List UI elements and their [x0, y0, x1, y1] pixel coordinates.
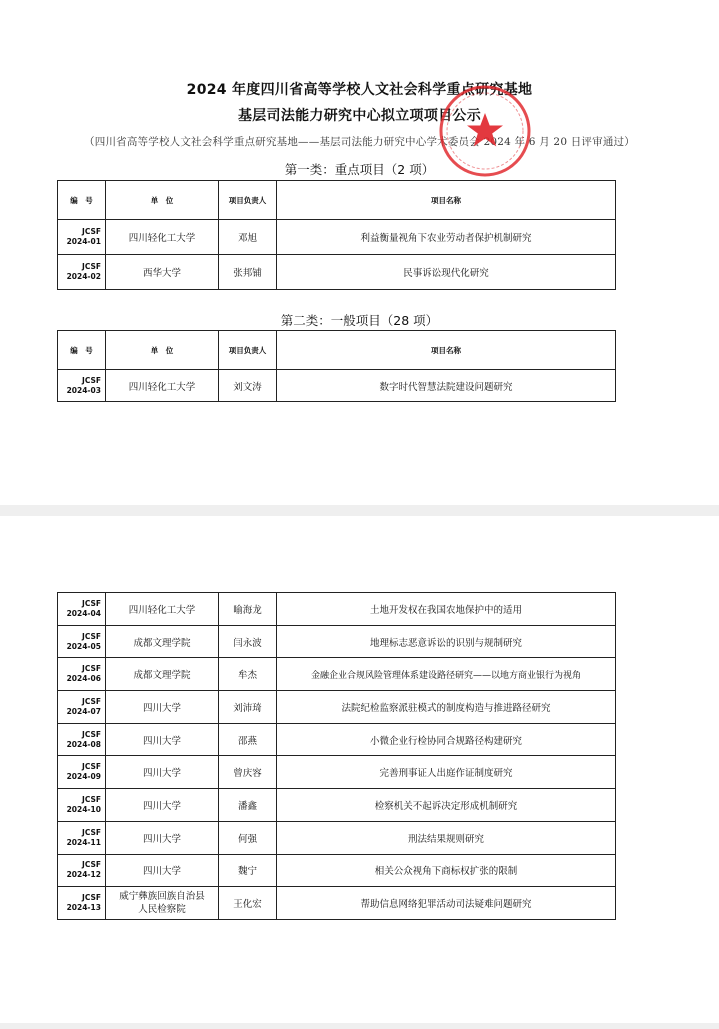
project-name: 金融企业合规风险管理体系建设路径研究——以地方商业银行为视角 [277, 658, 616, 691]
project-unit: 四川大学 [106, 723, 219, 756]
col-header-name: 项目名称 [277, 331, 616, 370]
project-code: JCSF 2024-02 [58, 255, 106, 290]
document-title-line1: 2024 年度四川省高等学校人文社会科学重点研究基地 [186, 82, 533, 98]
project-unit: 四川大学 [106, 756, 219, 789]
col-header-code: 编 号 [58, 181, 106, 220]
project-code: JCSF 2024-01 [58, 220, 106, 255]
project-leader: 王化宏 [219, 887, 277, 920]
project-name: 数字时代智慧法院建设问题研究 [277, 370, 616, 402]
project-leader: 何强 [219, 821, 277, 854]
project-name: 完善刑事证人出庭作证制度研究 [277, 756, 616, 789]
project-unit: 西华大学 [106, 255, 219, 290]
category-1-heading: 第一类：重点项目（2 项） [284, 162, 435, 177]
table-row [58, 691, 616, 724]
project-leader: 魏宁 [219, 854, 277, 887]
project-code: JCSF 2024-03 [58, 370, 106, 402]
project-code: JCSF 2024-07 [58, 691, 106, 724]
table-row [58, 789, 616, 822]
project-unit: 四川大学 [106, 821, 219, 854]
table-row [58, 658, 616, 691]
document-title-line2: 基层司法能力研究中心拟立项项目公示 [237, 108, 482, 124]
project-leader: 闫永波 [219, 625, 277, 658]
project-leader: 牟杰 [219, 658, 277, 691]
table-row [58, 255, 616, 290]
project-leader: 刘文涛 [219, 370, 277, 402]
project-name: 民事诉讼现代化研究 [277, 255, 616, 290]
project-unit: 四川轻化工大学 [106, 593, 219, 626]
project-code: JCSF 2024-06 [58, 658, 106, 691]
project-unit: 四川大学 [106, 691, 219, 724]
general-projects-table [57, 330, 616, 402]
project-unit: 四川大学 [106, 854, 219, 887]
table-row [58, 370, 616, 402]
project-code: JCSF 2024-11 [58, 821, 106, 854]
table-row [58, 220, 616, 255]
table-row [58, 854, 616, 887]
table-header-row [58, 181, 616, 220]
project-unit: 成都文理学院 [106, 625, 219, 658]
project-leader: 潘鑫 [219, 789, 277, 822]
project-unit: 四川轻化工大学 [106, 220, 219, 255]
project-leader: 刘沛琦 [219, 691, 277, 724]
project-leader: 邵燕 [219, 723, 277, 756]
project-name: 小微企业行检协同合规路径构建研究 [277, 723, 616, 756]
project-unit: 四川轻化工大学 [106, 370, 219, 402]
project-leader: 邓旭 [219, 220, 277, 255]
project-leader: 曾庆容 [219, 756, 277, 789]
project-code: JCSF 2024-04 [58, 593, 106, 626]
general-projects-table-continued [57, 592, 616, 920]
project-name: 土地开发权在我国农地保护中的适用 [277, 593, 616, 626]
project-name: 检察机关不起诉决定形成机制研究 [277, 789, 616, 822]
project-code: JCSF 2024-13 [58, 887, 106, 920]
project-code: JCSF 2024-08 [58, 723, 106, 756]
project-name: 利益衡量视角下农业劳动者保护机制研究 [277, 220, 616, 255]
project-unit: 四川大学 [106, 789, 219, 822]
project-name: 帮助信息网络犯罪活动司法疑难问题研究 [277, 887, 616, 920]
project-code: JCSF 2024-05 [58, 625, 106, 658]
table-row [58, 887, 616, 920]
key-projects-table [57, 180, 616, 290]
project-code: JCSF 2024-09 [58, 756, 106, 789]
table-row [58, 756, 616, 789]
project-code: JCSF 2024-10 [58, 789, 106, 822]
col-header-unit: 单 位 [106, 331, 219, 370]
table-row [58, 593, 616, 626]
col-header-code: 编 号 [58, 331, 106, 370]
project-leader: 喻海龙 [219, 593, 277, 626]
table-row [58, 821, 616, 854]
col-header-leader: 项目负责人 [219, 331, 277, 370]
project-leader: 张邦铺 [219, 255, 277, 290]
project-unit: 威宁彝族回族自治县 人民检察院 [106, 887, 219, 920]
project-code: JCSF 2024-12 [58, 854, 106, 887]
table-row [58, 625, 616, 658]
col-header-name: 项目名称 [277, 181, 616, 220]
col-header-leader: 项目负责人 [219, 181, 277, 220]
project-name: 法院纪检监察派驻模式的制度构造与推进路径研究 [277, 691, 616, 724]
star-icon [467, 113, 503, 147]
col-header-unit: 单 位 [106, 181, 219, 220]
table-header-row [58, 331, 616, 370]
document-subtitle: （四川省高等学校人文社会科学重点研究基地——基层司法能力研究中心学术委员会 2024 年 6 月 20 日评审通过） [84, 136, 635, 148]
project-name: 相关公众视角下商标权扩张的限制 [277, 854, 616, 887]
project-name: 地理标志恶意诉讼的识别与规制研究 [277, 625, 616, 658]
project-unit: 成都文理学院 [106, 658, 219, 691]
table-row [58, 723, 616, 756]
category-2-heading: 第二类：一般项目（28 项） [280, 313, 439, 328]
project-name: 刑法结果规则研究 [277, 821, 616, 854]
